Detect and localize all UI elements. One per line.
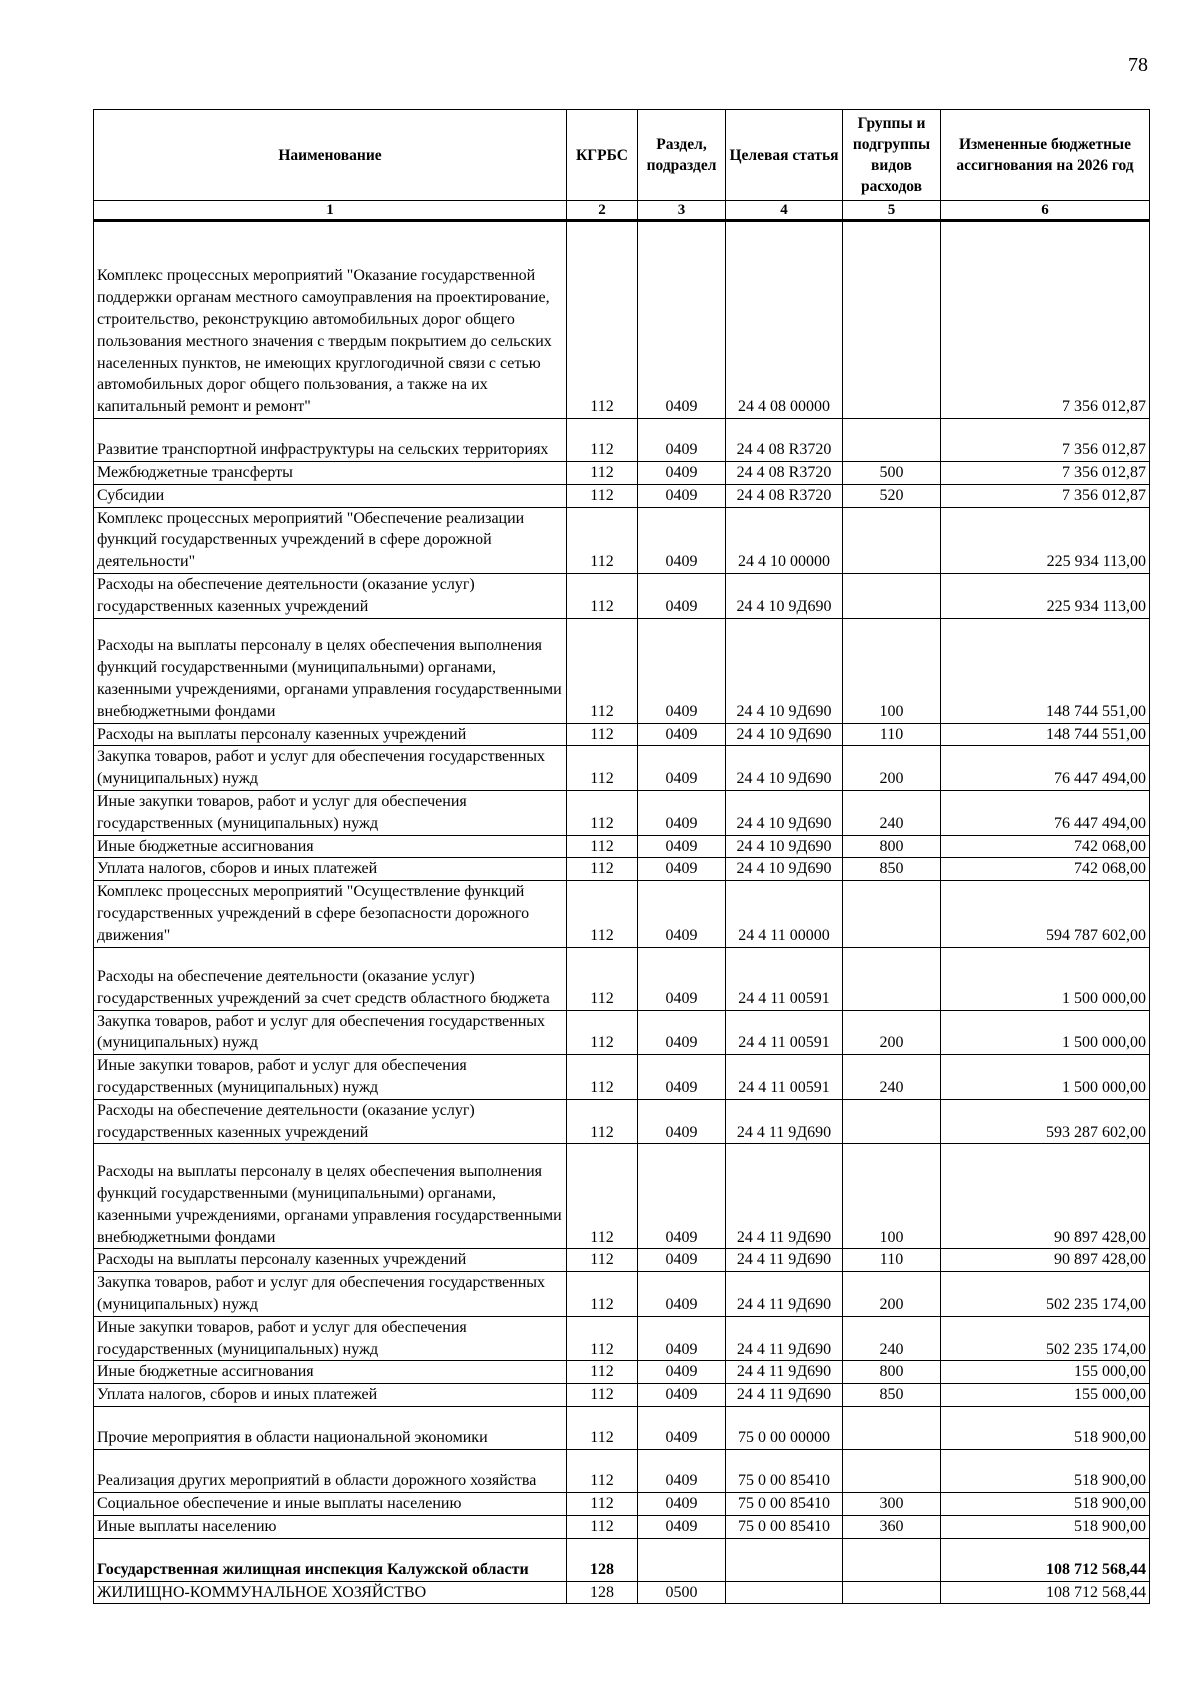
table-row bbox=[94, 881, 1150, 947]
row-kgrbs: 112 bbox=[567, 1449, 638, 1492]
header-amount: Измененные бюджетные ассигнования на 2026 год bbox=[941, 110, 1150, 201]
row-target: 24 4 10 9Д690 bbox=[726, 858, 843, 881]
row-group bbox=[843, 881, 941, 947]
row-amount: 593 287 602,00 bbox=[941, 1099, 1150, 1144]
table-row bbox=[94, 1492, 1150, 1515]
row-amount: 225 934 113,00 bbox=[941, 573, 1150, 618]
column-number: 4 bbox=[726, 201, 843, 221]
row-target: 75 0 00 85410 bbox=[726, 1492, 843, 1515]
row-amount: 155 000,00 bbox=[941, 1361, 1150, 1384]
row-amount: 108 712 568,44 bbox=[941, 1538, 1150, 1581]
row-name: Комплекс процессных мероприятий "Осуществление функций государственных учреждений в сфере безопасности дорожного движения" bbox=[94, 881, 567, 947]
row-target: 24 4 08 R3720 bbox=[726, 484, 843, 507]
row-kgrbs: 112 bbox=[567, 221, 638, 419]
row-target: 24 4 11 00591 bbox=[726, 1010, 843, 1055]
header-section: Раздел, подраздел bbox=[638, 110, 726, 201]
row-kgrbs: 112 bbox=[567, 790, 638, 835]
row-amount: 7 356 012,87 bbox=[941, 419, 1150, 462]
header-name: Наименование bbox=[94, 110, 567, 201]
row-section: 0409 bbox=[638, 1384, 726, 1407]
row-name: Уплата налогов, сборов и иных платежей bbox=[94, 858, 567, 881]
row-amount: 518 900,00 bbox=[941, 1492, 1150, 1515]
row-name: Расходы на выплаты персоналу казенных учреждений bbox=[94, 723, 567, 746]
row-target: 24 4 10 9Д690 bbox=[726, 746, 843, 791]
row-section: 0409 bbox=[638, 835, 726, 858]
row-section: 0409 bbox=[638, 221, 726, 419]
row-name: Расходы на выплаты персоналу в целях обеспечения выполнения функций государственными (муниципальными) органами, казенными учреждениями, органами управления государственными внебюджетными фондами bbox=[94, 1144, 567, 1249]
row-name: Иные закупки товаров, работ и услуг для обеспечения государственных (муниципальных) нужд bbox=[94, 1316, 567, 1361]
row-target: 75 0 00 00000 bbox=[726, 1406, 843, 1449]
row-amount: 155 000,00 bbox=[941, 1384, 1150, 1407]
row-kgrbs: 112 bbox=[567, 1010, 638, 1055]
row-kgrbs: 128 bbox=[567, 1538, 638, 1581]
row-kgrbs: 112 bbox=[567, 1055, 638, 1100]
row-group: 850 bbox=[843, 858, 941, 881]
row-amount: 502 235 174,00 bbox=[941, 1316, 1150, 1361]
row-target: 24 4 10 9Д690 bbox=[726, 573, 843, 618]
row-target: 24 4 10 9Д690 bbox=[726, 723, 843, 746]
table-row bbox=[94, 221, 1150, 419]
table-row bbox=[94, 790, 1150, 835]
row-name: Субсидии bbox=[94, 484, 567, 507]
row-section: 0409 bbox=[638, 1515, 726, 1538]
row-section bbox=[638, 1538, 726, 1581]
row-kgrbs: 112 bbox=[567, 1272, 638, 1317]
row-kgrbs: 112 bbox=[567, 573, 638, 618]
row-name: Межбюджетные трансферты bbox=[94, 462, 567, 485]
row-name: Закупка товаров, работ и услуг для обеспечения государственных (муниципальных) нужд bbox=[94, 1010, 567, 1055]
row-amount: 742 068,00 bbox=[941, 858, 1150, 881]
row-amount: 502 235 174,00 bbox=[941, 1272, 1150, 1317]
row-target: 24 4 11 00591 bbox=[726, 947, 843, 1010]
row-kgrbs: 112 bbox=[567, 1361, 638, 1384]
row-target: 24 4 11 00591 bbox=[726, 1055, 843, 1100]
row-amount: 148 744 551,00 bbox=[941, 618, 1150, 723]
table-row bbox=[94, 1249, 1150, 1272]
table-row bbox=[94, 1406, 1150, 1449]
row-target: 24 4 10 9Д690 bbox=[726, 835, 843, 858]
row-kgrbs: 112 bbox=[567, 1099, 638, 1144]
row-group bbox=[843, 419, 941, 462]
header-target: Целевая статья bbox=[726, 110, 843, 201]
row-amount: 7 356 012,87 bbox=[941, 484, 1150, 507]
row-section: 0409 bbox=[638, 573, 726, 618]
row-group bbox=[843, 1449, 941, 1492]
row-amount: 1 500 000,00 bbox=[941, 1010, 1150, 1055]
row-section: 0409 bbox=[638, 1492, 726, 1515]
row-name: Закупка товаров, работ и услуг для обеспечения государственных (муниципальных) нужд bbox=[94, 746, 567, 791]
row-section: 0409 bbox=[638, 507, 726, 573]
row-group: 240 bbox=[843, 1316, 941, 1361]
row-target: 24 4 08 00000 bbox=[726, 221, 843, 419]
row-group: 800 bbox=[843, 835, 941, 858]
row-group: 200 bbox=[843, 1010, 941, 1055]
row-group: 240 bbox=[843, 790, 941, 835]
table-row bbox=[94, 507, 1150, 573]
row-section: 0409 bbox=[638, 419, 726, 462]
row-name: Расходы на обеспечение деятельности (оказание услуг) государственных учреждений за счет средств областного бюджета bbox=[94, 947, 567, 1010]
row-amount: 594 787 602,00 bbox=[941, 881, 1150, 947]
row-group bbox=[843, 947, 941, 1010]
row-amount: 76 447 494,00 bbox=[941, 746, 1150, 791]
row-kgrbs: 112 bbox=[567, 618, 638, 723]
row-name: Реализация других мероприятий в области дорожного хозяйства bbox=[94, 1449, 567, 1492]
row-kgrbs: 112 bbox=[567, 881, 638, 947]
table-row bbox=[94, 858, 1150, 881]
row-kgrbs: 112 bbox=[567, 419, 638, 462]
table-row bbox=[94, 484, 1150, 507]
table-row bbox=[94, 1316, 1150, 1361]
row-name: Развитие транспортной инфраструктуры на сельских территориях bbox=[94, 419, 567, 462]
row-target: 24 4 11 9Д690 bbox=[726, 1272, 843, 1317]
row-target: 24 4 08 R3720 bbox=[726, 462, 843, 485]
row-name: Иные бюджетные ассигнования bbox=[94, 1361, 567, 1384]
row-amount: 518 900,00 bbox=[941, 1406, 1150, 1449]
table-row bbox=[94, 746, 1150, 791]
row-section: 0409 bbox=[638, 1449, 726, 1492]
row-name: Прочие мероприятия в области национальной экономики bbox=[94, 1406, 567, 1449]
row-kgrbs: 112 bbox=[567, 1492, 638, 1515]
table-row bbox=[94, 1055, 1150, 1100]
row-group: 520 bbox=[843, 484, 941, 507]
row-target: 24 4 11 9Д690 bbox=[726, 1249, 843, 1272]
row-kgrbs: 112 bbox=[567, 835, 638, 858]
row-target: 24 4 11 9Д690 bbox=[726, 1099, 843, 1144]
row-section: 0409 bbox=[638, 1249, 726, 1272]
row-kgrbs: 112 bbox=[567, 1144, 638, 1249]
row-target: 24 4 10 9Д690 bbox=[726, 790, 843, 835]
row-amount: 90 897 428,00 bbox=[941, 1144, 1150, 1249]
column-number: 5 bbox=[843, 201, 941, 221]
row-amount: 148 744 551,00 bbox=[941, 723, 1150, 746]
row-kgrbs: 112 bbox=[567, 858, 638, 881]
row-kgrbs: 112 bbox=[567, 507, 638, 573]
row-kgrbs: 112 bbox=[567, 1316, 638, 1361]
row-amount: 1 500 000,00 bbox=[941, 947, 1150, 1010]
header-groups: Группы и подгруппы видов расходов bbox=[843, 110, 941, 201]
row-amount: 76 447 494,00 bbox=[941, 790, 1150, 835]
row-group bbox=[843, 1581, 941, 1604]
row-name: Комплекс процессных мероприятий "Обеспечение реализации функций государственных учреждений в сфере дорожной деятельности" bbox=[94, 507, 567, 573]
table-row bbox=[94, 1010, 1150, 1055]
row-kgrbs: 112 bbox=[567, 947, 638, 1010]
row-target: 24 4 10 9Д690 bbox=[726, 618, 843, 723]
row-kgrbs: 112 bbox=[567, 1249, 638, 1272]
row-section: 0409 bbox=[638, 746, 726, 791]
row-target: 75 0 00 85410 bbox=[726, 1515, 843, 1538]
table-row bbox=[94, 1272, 1150, 1317]
row-amount: 7 356 012,87 bbox=[941, 462, 1150, 485]
row-amount: 7 356 012,87 bbox=[941, 221, 1150, 419]
row-target: 24 4 11 9Д690 bbox=[726, 1384, 843, 1407]
table-row bbox=[94, 1099, 1150, 1144]
row-target bbox=[726, 1538, 843, 1581]
row-group bbox=[843, 573, 941, 618]
row-amount: 225 934 113,00 bbox=[941, 507, 1150, 573]
row-section: 0409 bbox=[638, 1055, 726, 1100]
row-section: 0409 bbox=[638, 947, 726, 1010]
row-kgrbs: 112 bbox=[567, 484, 638, 507]
row-target: 24 4 11 00000 bbox=[726, 881, 843, 947]
row-section: 0409 bbox=[638, 1406, 726, 1449]
table-row bbox=[94, 1581, 1150, 1604]
row-name: Закупка товаров, работ и услуг для обеспечения государственных (муниципальных) нужд bbox=[94, 1272, 567, 1317]
table-row bbox=[94, 1144, 1150, 1249]
row-amount: 742 068,00 bbox=[941, 835, 1150, 858]
row-amount: 518 900,00 bbox=[941, 1515, 1150, 1538]
row-name: ЖИЛИЩНО-КОММУНАЛЬНОЕ ХОЗЯЙСТВО bbox=[94, 1581, 567, 1604]
row-kgrbs: 112 bbox=[567, 1515, 638, 1538]
row-name: Уплата налогов, сборов и иных платежей bbox=[94, 1384, 567, 1407]
row-name: Расходы на обеспечение деятельности (оказание услуг) государственных казенных учреждений bbox=[94, 1099, 567, 1144]
table-row bbox=[94, 1449, 1150, 1492]
row-group: 800 bbox=[843, 1361, 941, 1384]
row-target bbox=[726, 1581, 843, 1604]
table-row bbox=[94, 573, 1150, 618]
table-row bbox=[94, 1538, 1150, 1581]
table-row bbox=[94, 419, 1150, 462]
row-section: 0409 bbox=[638, 618, 726, 723]
row-name: Государственная жилищная инспекция Калужской области bbox=[94, 1538, 567, 1581]
row-amount: 1 500 000,00 bbox=[941, 1055, 1150, 1100]
row-section: 0409 bbox=[638, 1144, 726, 1249]
row-name: Расходы на выплаты персоналу в целях обеспечения выполнения функций государственными (муниципальными) органами, казенными учреждениями, органами управления государственными внебюджетными фондами bbox=[94, 618, 567, 723]
table-row bbox=[94, 618, 1150, 723]
row-section: 0500 bbox=[638, 1581, 726, 1604]
row-kgrbs: 128 bbox=[567, 1581, 638, 1604]
row-section: 0409 bbox=[638, 484, 726, 507]
row-group: 200 bbox=[843, 1272, 941, 1317]
row-amount: 108 712 568,44 bbox=[941, 1581, 1150, 1604]
row-group: 850 bbox=[843, 1384, 941, 1407]
row-target: 24 4 11 9Д690 bbox=[726, 1316, 843, 1361]
table-row bbox=[94, 1361, 1150, 1384]
row-section: 0409 bbox=[638, 1361, 726, 1384]
row-group bbox=[843, 1099, 941, 1144]
row-section: 0409 bbox=[638, 881, 726, 947]
row-kgrbs: 112 bbox=[567, 1384, 638, 1407]
row-section: 0409 bbox=[638, 1099, 726, 1144]
row-section: 0409 bbox=[638, 858, 726, 881]
column-number: 2 bbox=[567, 201, 638, 221]
row-name: Расходы на обеспечение деятельности (оказание услуг) государственных казенных учреждений bbox=[94, 573, 567, 618]
row-target: 24 4 11 9Д690 bbox=[726, 1361, 843, 1384]
table-row bbox=[94, 1515, 1150, 1538]
row-group bbox=[843, 1406, 941, 1449]
row-target: 75 0 00 85410 bbox=[726, 1449, 843, 1492]
row-name: Комплекс процессных мероприятий "Оказание государственной поддержки органам местного самоуправления на проектирование, строительство, реконструкцию автомобильных дорог общего пользования местного значения с твердым покрытием до сельских населенных пунктов, не имеющих круглогодичной связи с сетью автомобильных дорог общего пользования, а также на их капитальный ремонт и ремонт" bbox=[94, 221, 567, 419]
row-group: 360 bbox=[843, 1515, 941, 1538]
table-row bbox=[94, 1384, 1150, 1407]
page-number: 78 bbox=[1128, 54, 1148, 76]
table-row bbox=[94, 462, 1150, 485]
row-group bbox=[843, 507, 941, 573]
row-name: Иные бюджетные ассигнования bbox=[94, 835, 567, 858]
row-group: 110 bbox=[843, 1249, 941, 1272]
row-group: 200 bbox=[843, 746, 941, 791]
table-row bbox=[94, 947, 1150, 1010]
row-group: 110 bbox=[843, 723, 941, 746]
row-group: 300 bbox=[843, 1492, 941, 1515]
row-target: 24 4 10 00000 bbox=[726, 507, 843, 573]
row-name: Социальное обеспечение и иные выплаты населению bbox=[94, 1492, 567, 1515]
row-section: 0409 bbox=[638, 723, 726, 746]
row-kgrbs: 112 bbox=[567, 1406, 638, 1449]
row-section: 0409 bbox=[638, 1272, 726, 1317]
row-group: 240 bbox=[843, 1055, 941, 1100]
row-group bbox=[843, 221, 941, 419]
column-number: 3 bbox=[638, 201, 726, 221]
table-row bbox=[94, 723, 1150, 746]
row-group bbox=[843, 1538, 941, 1581]
row-name: Иные выплаты населению bbox=[94, 1515, 567, 1538]
column-number: 6 bbox=[941, 201, 1150, 221]
row-target: 24 4 08 R3720 bbox=[726, 419, 843, 462]
row-name: Расходы на выплаты персоналу казенных учреждений bbox=[94, 1249, 567, 1272]
row-kgrbs: 112 bbox=[567, 746, 638, 791]
row-group: 100 bbox=[843, 1144, 941, 1249]
table-row bbox=[94, 835, 1150, 858]
row-group: 100 bbox=[843, 618, 941, 723]
row-amount: 518 900,00 bbox=[941, 1449, 1150, 1492]
row-section: 0409 bbox=[638, 1316, 726, 1361]
row-name: Иные закупки товаров, работ и услуг для обеспечения государственных (муниципальных) нужд bbox=[94, 1055, 567, 1100]
budget-table bbox=[93, 109, 1150, 1604]
row-name: Иные закупки товаров, работ и услуг для обеспечения государственных (муниципальных) нужд bbox=[94, 790, 567, 835]
table-body bbox=[94, 221, 1150, 1604]
header-kgrbs: КГРБС bbox=[567, 110, 638, 201]
row-section: 0409 bbox=[638, 462, 726, 485]
column-number: 1 bbox=[94, 201, 567, 221]
row-section: 0409 bbox=[638, 1010, 726, 1055]
row-kgrbs: 112 bbox=[567, 462, 638, 485]
row-group: 500 bbox=[843, 462, 941, 485]
row-amount: 90 897 428,00 bbox=[941, 1249, 1150, 1272]
row-kgrbs: 112 bbox=[567, 723, 638, 746]
row-target: 24 4 11 9Д690 bbox=[726, 1144, 843, 1249]
row-section: 0409 bbox=[638, 790, 726, 835]
